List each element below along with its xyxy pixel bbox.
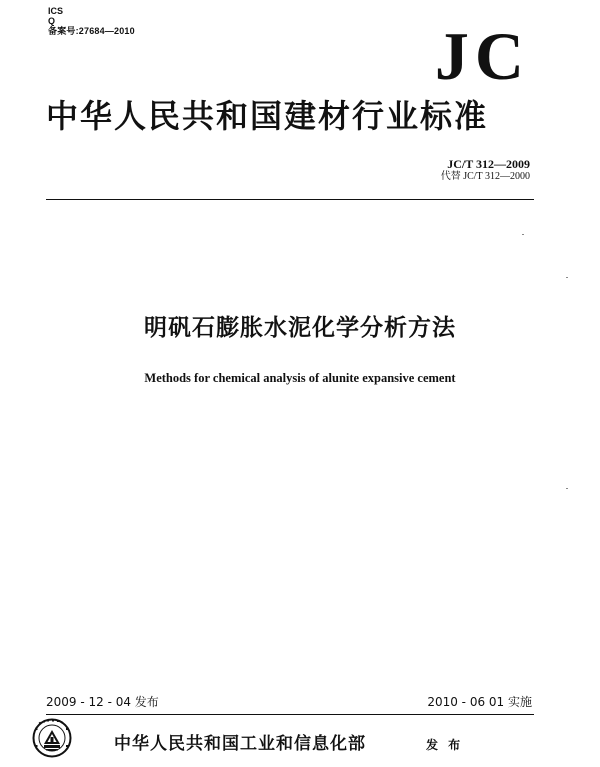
classification-code: Q (48, 16, 56, 26)
header-divider (46, 199, 534, 200)
standard-mark: JC (434, 18, 530, 94)
implementation-date: 2010 - 06 01 实施 (427, 695, 532, 709)
ics-code: ICS (48, 6, 64, 16)
footer-divider (46, 714, 534, 715)
record-number: 备案号:27684—2010 (48, 26, 135, 36)
replaces-standard: 代替 JC/T 312—2000 (440, 171, 530, 182)
standard-category-title: 中华人民共和国建材行业标准 (46, 97, 489, 135)
document-title-chinese: 明矾石膨胀水泥化学分析方法 (144, 315, 456, 341)
scan-speck (566, 277, 568, 278)
publish-label: 发 布 (426, 738, 464, 752)
standard-number: JC/T 312—2009 (447, 157, 530, 171)
scan-speck (522, 234, 524, 235)
document-title-english: Methods for chemical analysis of alunite expansive cement (144, 371, 456, 385)
publisher-name: 中华人民共和国工业和信息化部 (114, 734, 366, 754)
issue-date: 2009 - 12 - 04 发布 (46, 695, 159, 709)
ministry-seal-icon (32, 718, 72, 758)
scan-speck (566, 488, 568, 489)
